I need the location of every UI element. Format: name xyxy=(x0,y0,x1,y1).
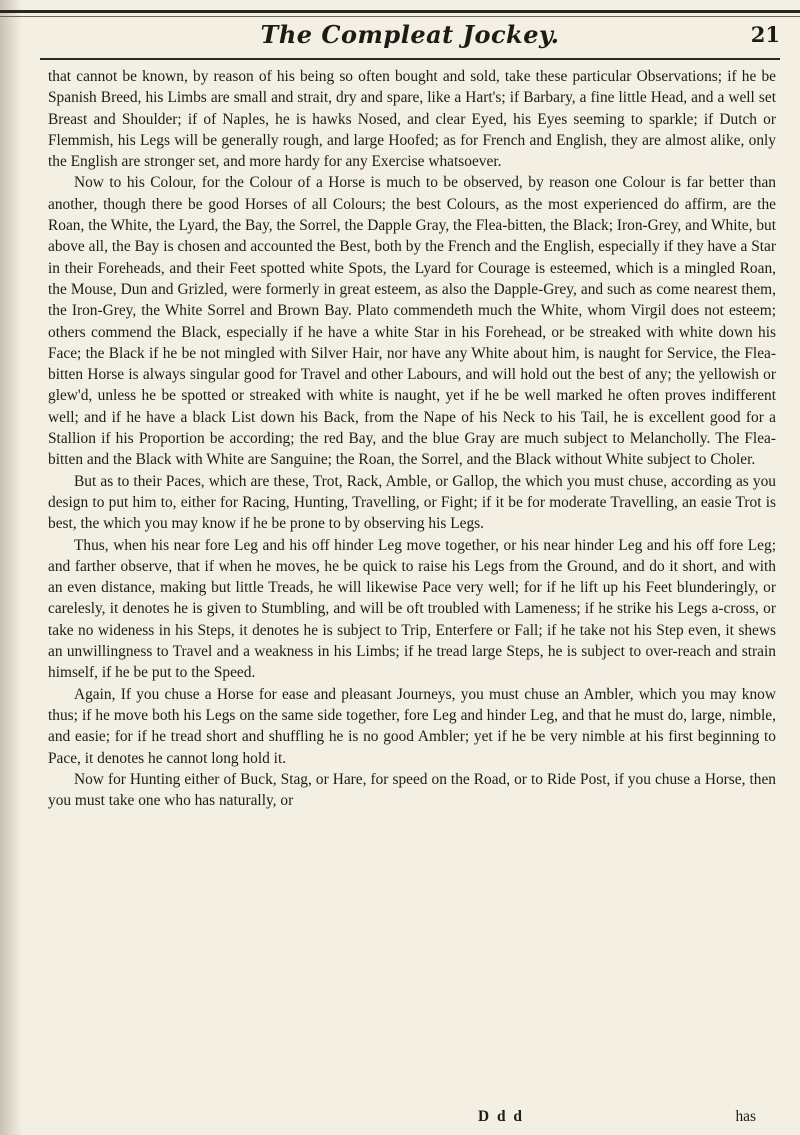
paragraph: But as to their Paces, which are these, Trot, Rack, Amble, or Gallop, the which you must chuse, according as you design to put him to, either for Racing, Hunting, Travelling, or Fight; if it be for moderate Travelling, an easie Trot is best, the which you may know if he be prone to by observing his Legs. xyxy=(48,472,776,533)
paragraph: that cannot be known, by reason of his being so often bought and sold, take these particular Observations; if he be Spanish Breed, his Limbs are small and strait, dry and spare, like a Hart's; if Barbary, a fine little Head, and a well set Breast and Shoulder; if of Naples, he is hawks Nosed, and clear Eyed, his Eyes seeming to sparkle; if Dutch or Flemmish, his Legs will be generally rough, and large Hoofed; as for French and English, they are almost alike, only the English are stronger set, and more hardy for any Exercise whatsoever. xyxy=(48,68,776,171)
running-title: The Compleat Jockey. xyxy=(260,20,560,49)
catchline xyxy=(48,1108,776,1130)
paragraph: Thus, when his near fore Leg and his off hinder Leg move together, or his near hinder Leg and his off fore Leg; and farther observe, that if when he moves, he be quick to raise his Legs from the Ground, and do it short, and with an even distance, making but little Treads, he will likewise Pace very well; for if he lift up his Feet blunderingly, or carelesly, it denotes he is given to Stumbling, and will be oft troubled with Lameness; if he strike his Legs a-cross, or take no wideness in his Steps, it denotes he is subject to Trip, Enterfere or Fall; if he take not his Step even, it shews an unwillingness to Travel and a weakness in his Limbs; if he tread large Steps, he is subject to over-reach and strain himself, if he be put to the Speed. xyxy=(48,536,776,682)
top-border-rule xyxy=(0,10,800,13)
binding-shadow xyxy=(0,0,22,1135)
paragraph: Again, If you chuse a Horse for ease and pleasant Journeys, you must chuse an Ambler, which you may know thus; if he move both his Legs on the same side together, fore Leg and hinder Leg, and that he must do, large, nimble, and easie; for if he tread short and shuffling he is no good Ambler; yet if he be very nimble at his first beginning to Pace, it denotes he cannot long hold it. xyxy=(48,685,776,767)
body-text xyxy=(48,66,776,811)
page-header xyxy=(40,20,780,58)
page-number: 21 xyxy=(750,22,780,47)
catchword: has xyxy=(735,1108,756,1125)
header-rule xyxy=(40,58,780,60)
paragraph: Now to his Colour, for the Colour of a Horse is much to be observed, by reason one Colour is far better than another, though there be good Horses of all Colours; the best Colours, as the most experienced do affirm, are the Roan, the White, the Lyard, the Bay, the Sorrel, the Dapple Gray, the Flea-bitten, the Black; Iron-Grey, and White, but above all, the Bay is chosen and accounted the Best, both by the French and the English, especially if they have a Star in their Foreheads, and their Feet spotted white Spots, the Lyard for Courage is esteemed, which is a mingled Roan, the Mouse, Dun and Grizled, were formerly in great esteem, as also the Dapple-Grey, and such as come nearest them, the Iron-Grey, the White Sorrel and Brown Bay. Plato commendeth much the White, whom Virgil does not esteem; others commend the Black, especially if he have a white Star in his Forehead, or be streaked with white down his Face; the Black if he be not mingled with Silver Hair, nor have any White about him, is naught for Service, the Flea-bitten Horse is always singular good for Travel and other Labours, and will hold out the best of any; the yellowish or glew'd, unless he be spotted or streaked with white is naught, yet if he be well marked he often proves indifferent well; and if he have a black List down his Back, from the Nape of his Neck to his Tail, he is excellent good for a Stallion if his Proportion be according; the red Bay, and the blue Gray are much subject to Melancholly. The Flea-bitten and the Black with White are Sanguine; the Roan, the Sorrel, and the Black without White subject to Choler. xyxy=(48,174,776,469)
signature-mark: D d d xyxy=(478,1108,524,1125)
paragraph: Now for Hunting either of Buck, Stag, or Hare, for speed on the Road, or to Ride Post, if you chuse a Horse, then you must take one who has naturally, or xyxy=(48,770,776,810)
top-border-thin-rule xyxy=(0,16,800,17)
